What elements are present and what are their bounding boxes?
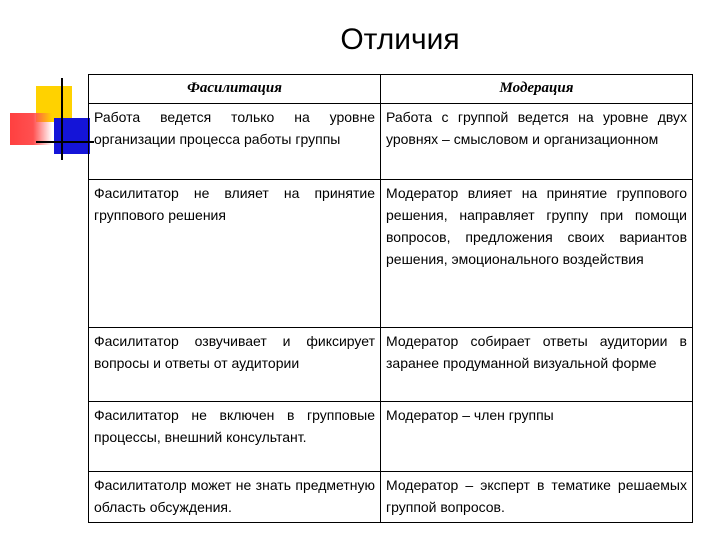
table-cell-moderation: Модератор – эксперт в тематике решаемых группой вопросов. <box>381 472 693 523</box>
column-header-facilitation: Фасилитация <box>89 75 381 104</box>
decorative-blue-square <box>54 118 90 154</box>
table-cell-moderation: Модератор влияет на принятие группового решения, направляет группу при помощи вопросов, предложения своих вариантов решения, эмоционального воздействия <box>381 180 693 328</box>
table-cell-moderation: Работа с группой ведется на уровне двух уровнях – смысловом и организационном <box>381 104 693 180</box>
table-cell-facilitation: Фасилитатор не включен в групповые процессы, внешний консультант. <box>89 402 381 472</box>
table-cell-facilitation: Фасилитатор не влияет на принятие группового решения <box>89 180 381 328</box>
decorative-vertical-line <box>61 78 63 160</box>
table-header-row <box>89 75 693 104</box>
decorative-horizontal-line <box>36 141 94 143</box>
column-header-moderation: Модерация <box>381 75 693 104</box>
comparison-table <box>88 74 693 523</box>
table-row <box>89 104 693 180</box>
table-cell-facilitation: Фасилитатор озвучивает и фиксирует вопросы и ответы от аудитории <box>89 328 381 402</box>
table-cell-facilitation: Работа ведется только на уровне организации процесса работы группы <box>89 104 381 180</box>
table-row <box>89 328 693 402</box>
table-row <box>89 180 693 328</box>
table-row <box>89 472 693 523</box>
table-cell-moderation: Модератор собирает ответы аудитории в заранее продуманной визуальной форме <box>381 328 693 402</box>
table-cell-moderation: Модератор – член группы <box>381 402 693 472</box>
page-title: Отличия <box>340 23 460 56</box>
table-row <box>89 402 693 472</box>
table-cell-facilitation: Фасилитатолр может не знать предметную область обсуждения. <box>89 472 381 523</box>
